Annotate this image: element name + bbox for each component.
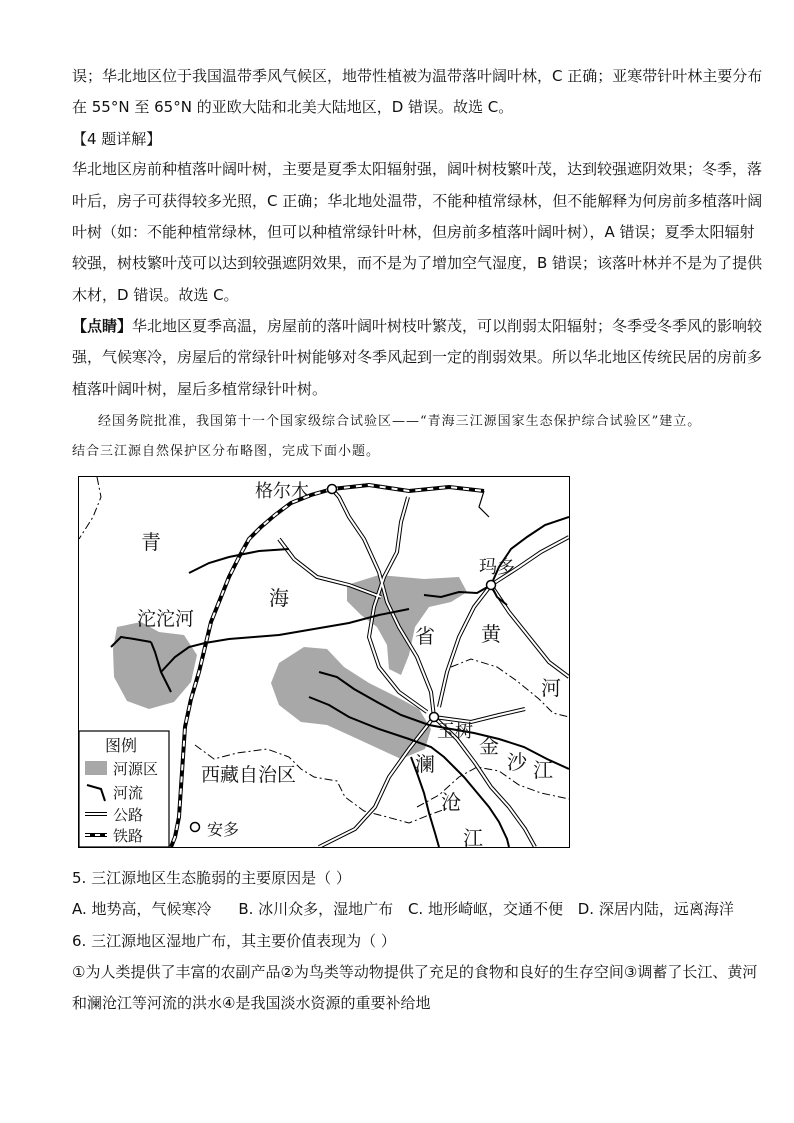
city-maduo-marker bbox=[487, 581, 496, 590]
material-intro: 结合三江源自然保护区分布略图，完成下面小题。 bbox=[72, 444, 381, 459]
river-lancang-label: 沧 bbox=[441, 790, 461, 814]
province-label: 青 bbox=[141, 530, 161, 554]
analysis-line: 在 55°N 至 65°N 的亚欧大陆和北美大陆地区，D 错误。故选 C。 bbox=[72, 98, 514, 116]
material-intro: 经国务院批准，我国第十一个国家级综合试验区——“青海三江源国家生态保护综合试验区”建立。 bbox=[98, 414, 702, 429]
analysis-line: 叶后，房子可获得较多光照，C 正确；华北地处温带，不能种植常绿林，但不能解释为何房前多植落叶阔 bbox=[72, 192, 763, 210]
province-label: 省 bbox=[415, 624, 435, 648]
analysis-line: 木材，D 错误。故选 C。 bbox=[72, 286, 239, 304]
tip-line: 强，气候寒冷，房屋后的常绿针叶树能够对冬季风起到一定的削弱效果。所以华北地区传统民居的房前多 bbox=[72, 348, 763, 366]
city-golmud-marker bbox=[328, 485, 337, 494]
tip-tag: 【点睛】 bbox=[72, 317, 133, 335]
option-a[interactable]: A. 地势高，气候寒冷 bbox=[72, 900, 212, 918]
question-6-stem: 6. 三江源地区湿地广布，其主要价值表现为（ ） bbox=[72, 932, 396, 950]
map-legend bbox=[79, 731, 169, 847]
legend-item: 公路 bbox=[113, 806, 144, 824]
province-label: 海 bbox=[269, 586, 289, 610]
question-6-line: ①为人类提供了丰富的农副产品②为鸟类等动物提供了充足的食物和良好的生存空间③调蓄了长江、黄河 bbox=[72, 963, 758, 981]
river-jinsha-label: 江 bbox=[533, 758, 553, 782]
city-anduo-label: 安多 bbox=[207, 820, 240, 839]
analysis-line: 叶树（如：不能种植常绿林，但可以种植常绿针叶林，但房前多植落叶阔叶树），A 错误；夏季太阳辐射 bbox=[72, 223, 755, 241]
question-5-options bbox=[72, 899, 734, 919]
river-yellow-label: 黄 bbox=[481, 622, 501, 646]
city-yushu-label: 玉树 bbox=[437, 721, 473, 742]
city-maduo-label: 玛多 bbox=[479, 557, 515, 578]
source-area-changjiang bbox=[271, 647, 431, 759]
legend-item: 河源区 bbox=[113, 760, 159, 778]
tip-line: 植落叶阔叶树，屋后多植常绿针叶树。 bbox=[72, 380, 328, 398]
sub-question-heading: 【4 题详解】 bbox=[72, 130, 162, 148]
river-yellow-label: 河 bbox=[541, 676, 561, 700]
source-area-tuotuohe bbox=[113, 622, 197, 709]
tip-line: 【点睛】华北地区夏季高温，房屋前的落叶阔叶树枝叶繁茂，可以削弱太阳辐射；冬季受冬季风的影响较 bbox=[72, 317, 763, 335]
river-jinsha-label: 沙 bbox=[507, 750, 527, 774]
legend-title: 图例 bbox=[105, 736, 138, 755]
city-golmud-label: 格尔木 bbox=[255, 481, 309, 502]
city-anduo-marker bbox=[191, 823, 200, 832]
legend-item: 铁路 bbox=[113, 827, 144, 845]
sanjiangyuan-map bbox=[78, 476, 570, 848]
analysis-line: 较强，树枝繁叶茂可以达到较强遮阴效果，而不是为了增加空气湿度，B 错误；该落叶林并不是为了提供 bbox=[72, 254, 763, 272]
question-6-line: 和澜沧江等河流的洪水④是我国淡水资源的重要补给地 bbox=[72, 994, 431, 1012]
legend-item: 河流 bbox=[113, 784, 144, 802]
river-tuotuohe-label: 沱沱河 bbox=[137, 608, 195, 630]
river-lancang-label: 澜 bbox=[415, 752, 435, 776]
option-b[interactable]: B. 冰川众多，湿地广布 bbox=[238, 900, 394, 918]
analysis-line: 华北地区房前种植落叶阔叶树，主要是夏季太阳辐射强，阔叶树枝繁叶茂，达到较强遮阴效果；冬季，落 bbox=[72, 160, 763, 178]
river-jinsha-label: 金 bbox=[479, 734, 499, 758]
question-5-stem: 5. 三江源地区生态脆弱的主要原因是（ ） bbox=[72, 869, 351, 887]
river-lancang-label: 江 bbox=[463, 826, 483, 847]
option-d[interactable]: D. 深居内陆，远离海洋 bbox=[577, 900, 734, 918]
option-c[interactable]: C. 地形崎岖，交通不便 bbox=[407, 900, 563, 918]
region-tibet-label: 西藏自治区 bbox=[201, 764, 297, 786]
analysis-line: 误；华北地区位于我国温带季风气候区，地带性植被为温带落叶阔叶林，C 正确；亚寒带针叶林主要分布 bbox=[72, 67, 763, 85]
